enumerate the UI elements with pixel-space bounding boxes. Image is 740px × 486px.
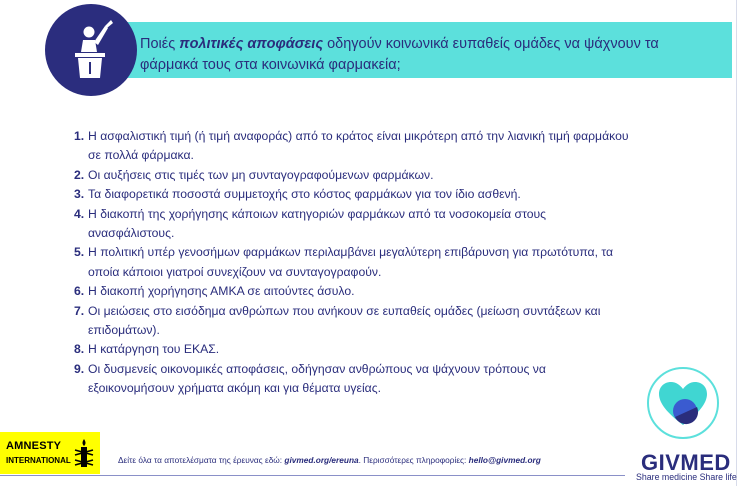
item-number: 2.	[74, 167, 85, 182]
item-text: Η πολιτική υπέρ γενοσήμων φαρμάκων περιλαμβάνει μεγαλύτερη επιβάρυνση για πρωτότυπα, τα οποία κάποιοι γιατροί συνεχίζουν να συνταγογραφούν.	[88, 245, 614, 279]
item-text: Οι αυξήσεις στις τιμές των μη συνταγογραφούμενων φαρμάκων.	[88, 167, 434, 182]
item-number: 8.	[74, 342, 85, 357]
list-item	[74, 282, 634, 301]
page-edge-divider	[736, 0, 737, 486]
list-item	[74, 205, 634, 244]
item-number: 5.	[74, 245, 85, 260]
amnesty-name: AMNESTY	[6, 440, 62, 452]
list-item	[74, 166, 634, 185]
givmed-logo-text: GIVMED	[641, 450, 731, 475]
item-text: Η ασφαλιστική τιμή (ή τιμή αναφοράς) από το κράτος είναι μικρότερη από την λιανική τιμή φαρμάκου σε πολλά φάρμακα.	[88, 129, 629, 163]
item-number: 6.	[74, 284, 85, 299]
footer-note: Δείτε όλα τα αποτελέσματα της έρευνας εδώ: givmed.org/ereuna. Περισσότερες πληροφορίες: hello@givmed.org	[118, 455, 541, 465]
item-number: 3.	[74, 187, 85, 202]
item-text: Η διακοπή χορήγησης ΑΜΚΑ σε αιτούντες άσυλο.	[88, 284, 355, 299]
givmed-tagline: Share medicine Share life	[636, 472, 737, 482]
list-item	[74, 127, 634, 166]
item-number: 7.	[74, 303, 85, 318]
item-text: Οι δυσμενείς οικονομικές αποφάσεις, οδήγησαν ανθρώπους να ψάχνουν τρόπους να εξοικονομήσουν χρήματα ακόμη και για θέματα υγείας.	[88, 361, 546, 396]
heart-logo-icon	[647, 367, 719, 439]
list-item	[74, 360, 634, 399]
item-text: Η διακοπή της χορήγησης κάποιων κατηγοριών φαρμάκων από τα νοσοκομεία στους ανασφάλιστους.	[88, 206, 547, 241]
item-number: 1.	[74, 129, 85, 143]
list-item	[74, 340, 634, 359]
podium-speaker-icon	[45, 4, 137, 96]
footer-divider	[0, 475, 625, 476]
page-title: Ποιές πολιτικές αποφάσεις οδηγούν κοινωνικά ευπαθείς ομάδες να ψάχνουν τα φάρμακά τους στα κοινωνικά φαρμακεία;	[140, 36, 659, 73]
item-text: Η κατάργηση του ΕΚΑΣ.	[88, 342, 220, 357]
policy-decisions-list	[74, 127, 634, 399]
contact-email-link[interactable]: hello@givmed.org	[468, 455, 541, 465]
list-item	[74, 185, 634, 204]
amnesty-logo	[0, 432, 100, 474]
item-number: 4.	[74, 206, 85, 221]
candle-barbed-wire-icon	[73, 438, 95, 470]
list-item	[74, 243, 634, 282]
item-text: Τα διαφορετικά ποσοστά συμμετοχής στο κόστος φαρμάκων για τον ίδιο ασθενή.	[88, 187, 521, 202]
survey-link[interactable]: givmed.org/ereuna	[284, 455, 359, 465]
amnesty-subname: INTERNATIONAL	[6, 456, 71, 465]
item-number: 9.	[74, 361, 85, 376]
item-text: Οι μειώσεις στο εισόδημα ανθρώπων που ανήκουν σε ευπαθείς ομάδες (μείωση συντάξεων και επιδομάτων).	[88, 303, 601, 338]
list-item	[74, 302, 634, 341]
